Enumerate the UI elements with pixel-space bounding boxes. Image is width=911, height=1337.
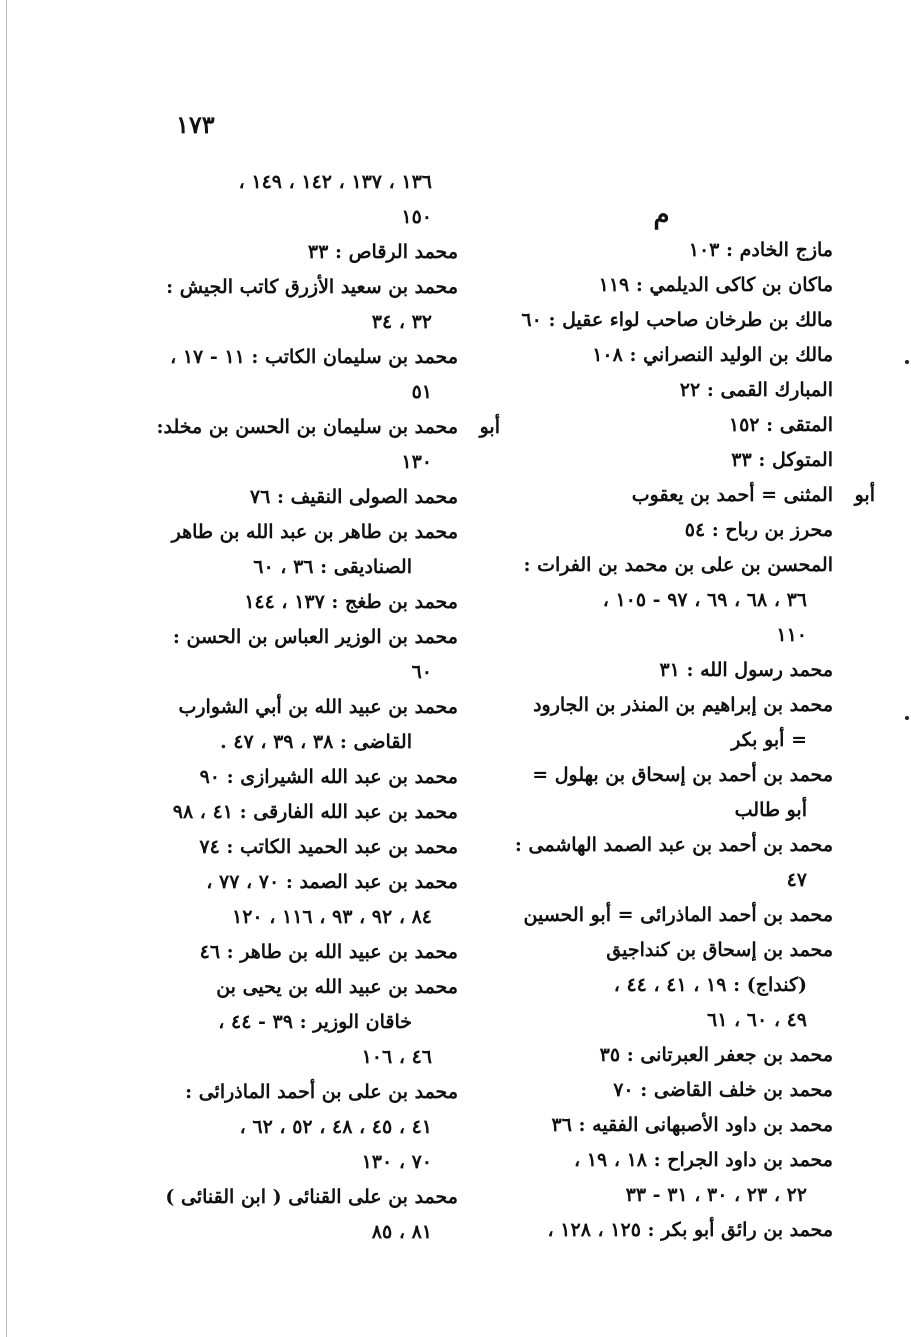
entry-text: محمد الصولى النقيف : ٧٦ bbox=[249, 486, 458, 508]
entry-text: الصناديقى : ٣٦ ، ٦٠ bbox=[253, 556, 412, 578]
index-entry bbox=[520, 933, 833, 968]
entry-text: ماكان بن كاكى الديلمي : ١١٩ bbox=[598, 274, 833, 296]
index-entry-continuation bbox=[150, 1005, 458, 1040]
index-column-left bbox=[150, 165, 500, 1250]
index-entry-continuation bbox=[520, 723, 833, 758]
entry-text: محمد بن عبد الله الشيرازى : ٩٠ bbox=[199, 766, 458, 788]
index-entry bbox=[520, 758, 833, 793]
entry-text: المتوكل : ٣٣ bbox=[731, 449, 833, 471]
index-entry-continuation bbox=[150, 200, 458, 235]
entry-text: ٤١ ، ٤٥ ، ٤٨ ، ٥٢ ، ٦٢ ، bbox=[239, 1116, 432, 1138]
index-entry bbox=[150, 340, 458, 375]
entry-text: محمد بن إبراهيم بن المنذر بن الجارود bbox=[533, 694, 833, 716]
index-entry-continuation bbox=[150, 445, 458, 480]
index-entry bbox=[520, 303, 833, 338]
index-entry-continuation bbox=[150, 725, 458, 760]
index-entry bbox=[520, 653, 833, 688]
index-entry bbox=[150, 1075, 458, 1110]
index-entry bbox=[150, 1180, 458, 1215]
entry-text: ٤٧ bbox=[786, 869, 807, 891]
entry-text: محمد بن أحمد الماذرائى = أبو الحسين bbox=[523, 904, 833, 926]
entry-text: محمد بن الوزير العباس بن الحسن : bbox=[172, 626, 458, 648]
index-entry bbox=[150, 620, 458, 655]
index-entry bbox=[150, 690, 458, 725]
entry-text: محمد بن عبيد الله بن طاهر : ٤٦ bbox=[199, 941, 458, 963]
entry-text: محمد بن طاهر بن عبد الله بن طاهر bbox=[171, 521, 458, 543]
index-entry bbox=[520, 443, 833, 478]
right-entries bbox=[514, 233, 875, 1248]
index-entry-continuation bbox=[150, 1215, 458, 1250]
index-entry bbox=[150, 410, 500, 445]
index-entry bbox=[520, 1143, 833, 1178]
index-entry-continuation bbox=[520, 968, 833, 1003]
index-entry bbox=[520, 1108, 833, 1143]
index-entry bbox=[150, 585, 458, 620]
index-entry bbox=[150, 830, 458, 865]
index-entry bbox=[514, 828, 833, 863]
index-entry bbox=[520, 688, 833, 723]
index-entry bbox=[520, 373, 833, 408]
entry-text: ١١٠ bbox=[776, 624, 807, 646]
index-column-right bbox=[514, 198, 875, 1248]
entry-text: محمد بن أحمد بن إسحاق بن بهلول = bbox=[532, 764, 833, 786]
index-entry bbox=[150, 515, 458, 550]
index-entry-continuation bbox=[150, 305, 458, 340]
entry-text: ١٣٠ bbox=[401, 451, 432, 473]
entry-text: ٢٢ ، ٢٣ ، ٣٠ ، ٣١ - ٣٣ bbox=[625, 1184, 807, 1206]
entry-prefix: أبو bbox=[854, 484, 875, 506]
entry-text: محمد بن جعفر العبرتانى : ٣٥ bbox=[599, 1044, 833, 1066]
scan-edge-line bbox=[6, 0, 7, 1337]
left-entries bbox=[150, 165, 500, 1250]
entry-text: ٨٤ ، ٩٢ ، ٩٣ ، ١١٦ ، ١٢٠ bbox=[231, 906, 432, 928]
index-entry bbox=[150, 970, 458, 1005]
entry-text: محمد بن سليمان بن الحسن بن مخلد: bbox=[156, 416, 458, 438]
entry-text: ٤٦ ، ١٠٦ bbox=[361, 1046, 432, 1068]
entry-prefix: أبو bbox=[479, 416, 500, 438]
entry-text: المتقى : ١٥٢ bbox=[728, 414, 833, 436]
index-entry-continuation bbox=[150, 375, 458, 410]
entry-text: أبو طالب bbox=[734, 799, 807, 821]
index-entry bbox=[520, 1038, 833, 1073]
index-entry-continuation bbox=[520, 1003, 833, 1038]
index-entry-continuation bbox=[150, 900, 458, 935]
entry-text: ٣٦ ، ٦٨ ، ٦٩ ، ٩٧ - ١٠٥ ، bbox=[602, 589, 807, 611]
entry-text: محمد بن عبد الله الفارقى : ٤١ ، ٩٨ bbox=[172, 801, 458, 823]
index-entry bbox=[520, 1073, 833, 1108]
entry-text: محمد بن على القنائى ( ابن القنائى ) bbox=[165, 1186, 458, 1208]
index-entry bbox=[520, 1213, 833, 1248]
index-entry-continuation bbox=[520, 793, 833, 828]
entry-text: المحسن بن على بن محمد بن الفرات : bbox=[523, 554, 833, 576]
index-entry-continuation bbox=[520, 863, 833, 898]
entry-text: ١٣٦ ، ١٣٧ ، ١٤٢ ، ١٤٩ ، bbox=[238, 171, 432, 193]
index-entry bbox=[150, 270, 458, 305]
entry-text: محمد بن رائق أبو بكر : ١٢٥ ، ١٢٨ ، bbox=[547, 1219, 833, 1241]
index-entry bbox=[150, 235, 458, 270]
entry-text: محمد بن على بن أحمد الماذرائى : bbox=[185, 1081, 458, 1103]
entry-text: محمد بن عبد الحميد الكاتب : ٧٤ bbox=[199, 836, 458, 858]
entry-text: محمد بن عبيد الله بن يحيى بن bbox=[216, 976, 458, 998]
entry-text: ٤٩ ، ٦٠ ، ٦١ bbox=[706, 1009, 807, 1031]
index-entry-continuation bbox=[150, 655, 458, 690]
index-entry-continuation bbox=[150, 550, 458, 585]
entry-text: محمد بن عبد الصمد : ٧٠ ، ٧٧ ، bbox=[206, 871, 458, 893]
entry-text: ٦٠ bbox=[411, 661, 432, 683]
index-entry-continuation bbox=[150, 165, 458, 200]
index-entry-continuation bbox=[150, 1145, 458, 1180]
index-entry bbox=[520, 898, 833, 933]
index-entry bbox=[150, 865, 458, 900]
entry-text: محرز بن رباح : ٥٤ bbox=[684, 519, 833, 541]
index-entry bbox=[150, 480, 458, 515]
entry-text: ١٥٠ bbox=[401, 206, 432, 228]
entry-text: مازج الخادم : ١٠٣ bbox=[688, 239, 833, 261]
index-entry bbox=[520, 268, 833, 303]
entry-text: مالك بن الوليد النصراني : ١٠٨ bbox=[592, 344, 833, 366]
index-entry bbox=[520, 233, 833, 268]
index-entry bbox=[520, 513, 833, 548]
margin-dot bbox=[905, 360, 909, 364]
index-entry bbox=[520, 478, 875, 513]
entry-text: محمد بن عبيد الله بن أبي الشوارب bbox=[178, 696, 458, 718]
entry-text: محمد بن داود الأصبهانى الفقيه : ٣٦ bbox=[551, 1114, 833, 1136]
index-entry-continuation bbox=[150, 1040, 458, 1075]
entry-text: محمد بن سليمان الكاتب : ١١ - ١٧ ، bbox=[170, 346, 458, 368]
entry-text: مالك بن طرخان صاحب لواء عقيل : ٦٠ bbox=[521, 309, 833, 331]
entry-text: خاقان الوزير : ٣٩ - ٤٤ ، bbox=[218, 1011, 412, 1033]
entry-text: المبارك القمى : ٢٢ bbox=[679, 379, 833, 401]
index-entry bbox=[150, 935, 458, 970]
index-entry-continuation bbox=[520, 583, 833, 618]
section-letter: م bbox=[653, 200, 670, 230]
index-entry bbox=[150, 795, 458, 830]
entry-text: محمد الرقاص : ٣٣ bbox=[307, 241, 458, 263]
entry-text: القاضى : ٣٨ ، ٣٩ ، ٤٧ . bbox=[220, 731, 412, 753]
entry-text: محمد رسول الله : ٣١ bbox=[659, 659, 833, 681]
page-number: ١٧٣ bbox=[176, 110, 215, 139]
entry-text: محمد بن سعيد الأزرق كاتب الجيش : bbox=[166, 276, 458, 298]
index-entry bbox=[150, 760, 458, 795]
index-entry bbox=[520, 548, 833, 583]
entry-text: ٥١ bbox=[411, 381, 432, 403]
entry-text: محمد بن أحمد بن عبد الصمد الهاشمى : bbox=[514, 834, 833, 856]
index-entry-continuation bbox=[520, 1178, 833, 1213]
entry-text: محمد بن خلف القاضى : ٧٠ bbox=[613, 1079, 833, 1101]
entry-text: ٣٢ ، ٣٤ bbox=[371, 311, 432, 333]
entry-text: ٧٠ ، ١٣٠ bbox=[361, 1151, 432, 1173]
margin-dot bbox=[905, 716, 909, 720]
entry-text: ٨١ ، ٨٥ bbox=[371, 1221, 432, 1243]
entry-text: محمد بن إسحاق بن كنداجيق bbox=[606, 939, 833, 961]
entry-text: محمد بن داود الجراح : ١٨ ، ١٩ ، bbox=[574, 1149, 833, 1171]
index-entry bbox=[520, 338, 833, 373]
entry-text: (كنداج) : ١٩ ، ٤١ ، ٤٤ ، bbox=[613, 974, 807, 996]
index-entry bbox=[520, 408, 833, 443]
entry-text: المثنى = أحمد بن يعقوب bbox=[631, 484, 833, 506]
index-entry-continuation bbox=[150, 1110, 458, 1145]
entry-text: = أبو بكر bbox=[731, 729, 807, 751]
index-entry-continuation bbox=[520, 618, 833, 653]
entry-text: محمد بن طغج : ١٣٧ ، ١٤٤ bbox=[244, 591, 458, 613]
